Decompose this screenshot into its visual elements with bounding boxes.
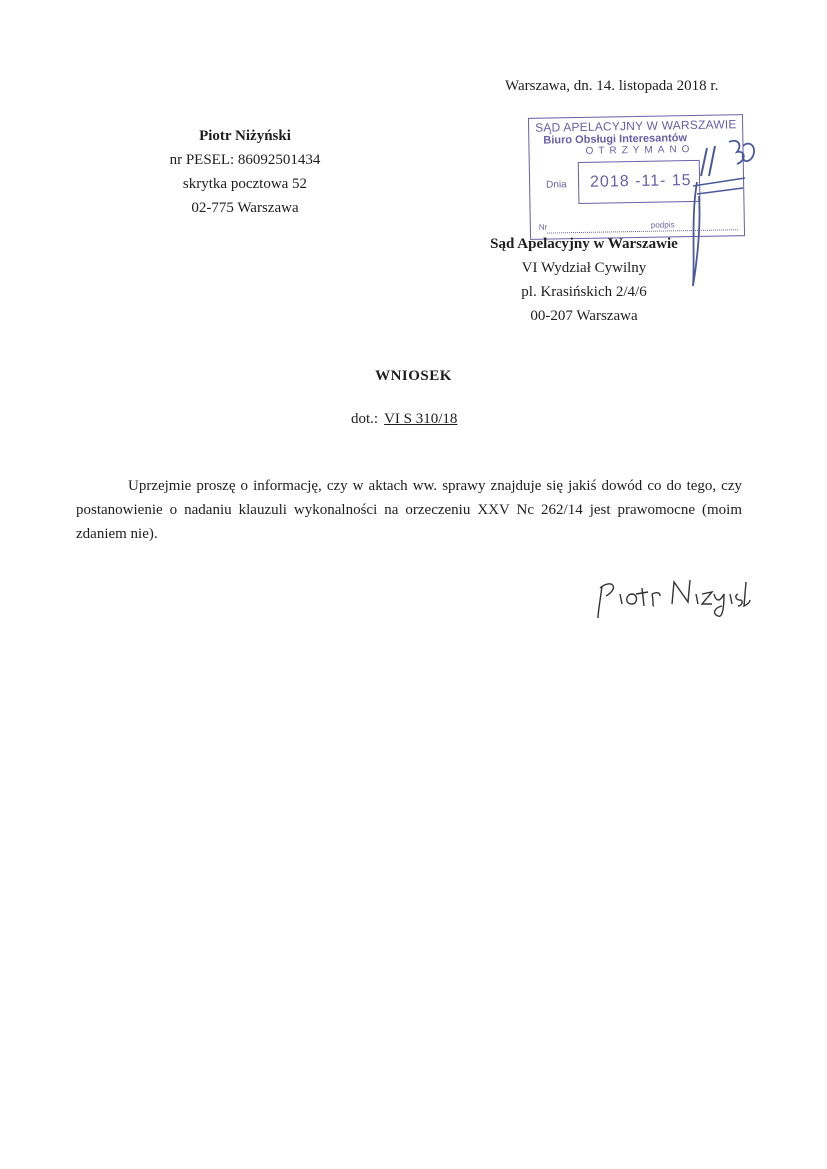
recipient-block (480, 232, 688, 328)
recipient-city: 00-207 Warszawa (530, 308, 638, 324)
stamp-office: Biuro Obsługi Interesantów (543, 132, 688, 147)
place-date: Warszawa, dn. 14. listopada 2018 r. (505, 78, 719, 94)
stamp-date: 2018 -11- 15 (589, 172, 692, 191)
recipient-name: Sąd Apelacyjny w Warszawie (490, 236, 678, 252)
sender-pesel: nr PESEL: 86092501434 (169, 152, 321, 168)
stamp-nr-label: Nr (538, 222, 548, 232)
sender-name: Piotr Niżyński (199, 128, 291, 144)
sender-po-box: skrytka pocztowa 52 (182, 176, 308, 192)
document-title: WNIOSEK (375, 368, 452, 384)
sender-block (150, 124, 340, 220)
handwritten-signature (592, 572, 752, 632)
body-paragraph: Uprzejmie proszę o informację, czy w aktach ww. sprawy znajduje się jakiś dowód co do tego, czy postanowienie o nadaniu klauzuli wykonalności na orzeczeniu XXV Nc 262/14 jest prawomocne (moim zdaniem nie). (76, 478, 742, 542)
handwritten-time-mark (685, 136, 765, 296)
stamp-date-label: Dnia (546, 179, 567, 191)
case-number: VI S 310/18 (384, 411, 458, 427)
stamp-court: SĄD APELACYJNY W WARSZAWIE (535, 117, 737, 135)
stamp-received: OTRZYMANO (585, 143, 695, 157)
case-reference (351, 411, 457, 428)
stamp-signature-label: podpis (650, 220, 675, 230)
recipient-address: pl. Krasińskich 2/4/6 (521, 284, 647, 300)
recipient-division: VI Wydział Cywilny (521, 260, 647, 276)
sender-city: 02-775 Warszawa (191, 200, 299, 216)
case-reference-label: dot.: (351, 411, 379, 427)
